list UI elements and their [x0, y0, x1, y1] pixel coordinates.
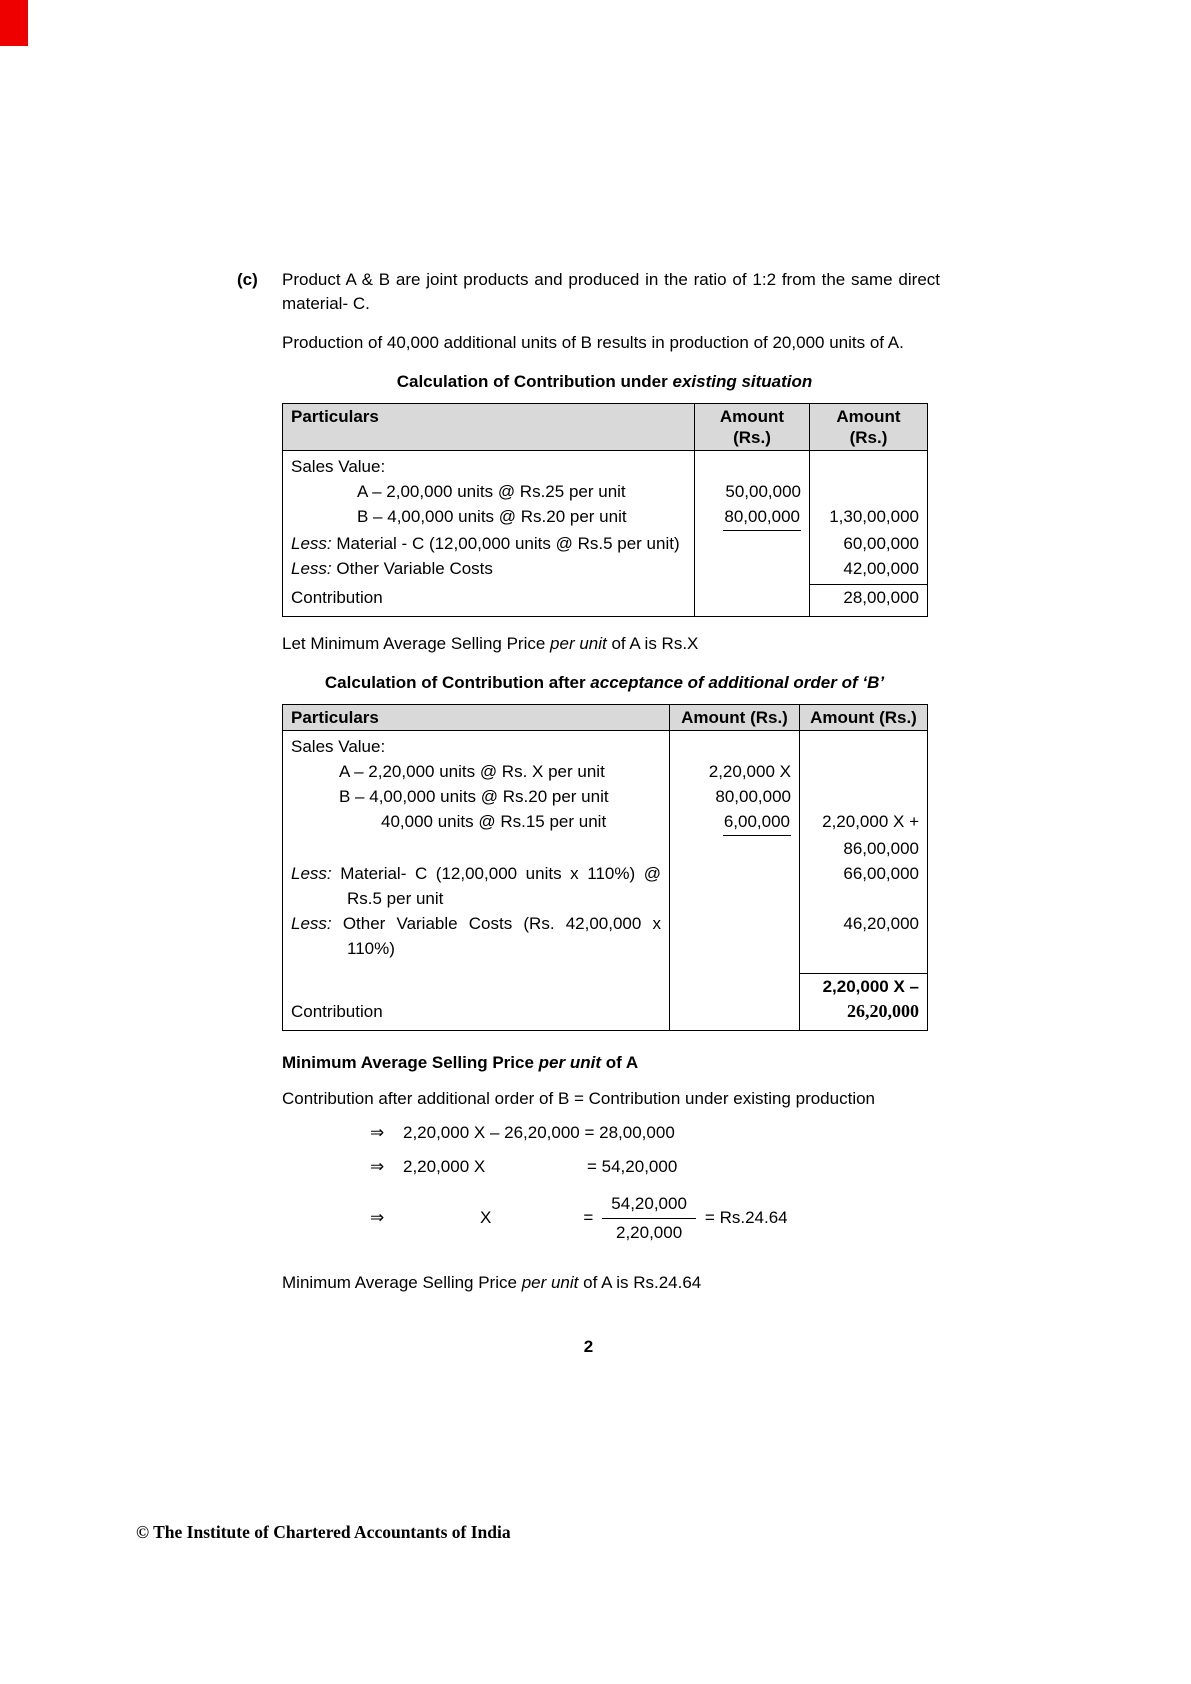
red-corner-accent [0, 0, 28, 46]
heading-italic: per unit [538, 1052, 601, 1072]
equation-result: = Rs.24.64 [704, 1208, 788, 1227]
less-text: Material - C (12,00,000 units @ Rs.5 per unit) [336, 534, 680, 553]
header-amount-line1: Amount [836, 407, 901, 426]
table-row [283, 504, 928, 531]
implies-arrow: ⇒ [370, 1156, 385, 1176]
cell-product-b-additional: 40,000 units @ Rs.15 per unit [381, 812, 607, 831]
equation-1 [370, 1120, 940, 1145]
equation-variable: X [480, 1208, 492, 1227]
table2-title-italic: acceptance of additional order of ‘B’ [590, 673, 885, 692]
equation-2 [370, 1154, 940, 1179]
less-label: Less: [291, 914, 332, 933]
cell-amount: 2,20,000 X [670, 759, 800, 784]
header-amount-2 [810, 404, 928, 451]
table-row [283, 784, 928, 809]
table-row [283, 973, 928, 999]
header-amount-1 [695, 404, 810, 451]
heading-text: Minimum Average Selling Price [282, 1052, 539, 1072]
underlined-amount: 6,00,000 [723, 809, 791, 836]
table-row [283, 585, 928, 617]
header-amount-1: Amount (Rs.) [670, 705, 800, 731]
cell-product-b: B – 4,00,000 units @ Rs.20 per unit [357, 507, 627, 526]
less-text: Other Variable Costs [336, 559, 493, 578]
cell-less-variable [283, 911, 670, 961]
table-row [283, 836, 928, 861]
cell-contribution: Contribution [291, 587, 383, 607]
table-row [283, 809, 928, 836]
table-row [283, 911, 928, 961]
contribution-table-after-order [282, 704, 928, 1031]
cell-subtotal: 2,20,000 X – [800, 973, 928, 999]
heading-text: of A [601, 1052, 639, 1072]
paragraph-equality: Contribution after additional order of B = Contribution under existing production [282, 1088, 875, 1108]
equals-sign: = [583, 1208, 594, 1227]
clause-body [282, 268, 940, 1295]
cell-contribution: Contribution [291, 1001, 383, 1021]
less-text: Material- C (12,00,000 units x 110%) @ Rs.5 per unit [340, 864, 661, 908]
note-minimum-price [282, 632, 940, 656]
conclusion-line [282, 1271, 940, 1295]
fraction [602, 1193, 696, 1244]
conclusion-text: of A is Rs.24.64 [578, 1272, 702, 1292]
cell-amount: 1,30,00,000 [810, 504, 928, 531]
section-heading [282, 1051, 940, 1075]
header-amount-2: Amount (Rs.) [800, 705, 928, 731]
header-amount-line1: Amount [719, 407, 785, 426]
page-content [237, 268, 940, 1295]
table-row [283, 479, 928, 504]
equation-rhs: = 54,20,000 [587, 1156, 678, 1176]
paragraph-intro: Product A & B are joint products and produced in the ratio of 1:2 from the same direct material- C. [282, 270, 940, 313]
cell-amount: 26,20,000 [800, 999, 928, 1031]
equation-lhs: 2,20,000 X [403, 1156, 486, 1176]
cell-amount [695, 504, 810, 531]
cell-sales-value: Sales Value: [291, 457, 386, 476]
table-row [283, 759, 928, 784]
fraction-numerator: 54,20,000 [602, 1193, 696, 1219]
cell-less-variable [283, 556, 695, 585]
cell-amount: 46,20,000 [800, 911, 928, 961]
table-header-row [283, 404, 928, 451]
note-text: of A is Rs.X [606, 634, 699, 653]
table-row [283, 451, 928, 480]
table1-title [282, 372, 927, 392]
cell-amount: 2,20,000 X + [800, 809, 928, 836]
table2-title [282, 673, 927, 693]
cell-less-material [283, 531, 695, 556]
cell-amount [670, 809, 800, 836]
less-label: Less: [291, 559, 332, 578]
cell-amount: 86,00,000 [800, 836, 928, 861]
implies-arrow: ⇒ [370, 1122, 385, 1142]
cell-product-b: B – 4,00,000 units @ Rs.20 per unit [339, 787, 609, 806]
table-row [283, 556, 928, 585]
table-row [283, 731, 928, 760]
conclusion-text: Minimum Average Selling Price [282, 1272, 522, 1292]
contribution-table-existing [282, 403, 928, 617]
cell-amount: 80,00,000 [670, 784, 800, 809]
cell-amount: 66,00,000 [800, 861, 928, 911]
header-amount-line2: (Rs.) [733, 428, 771, 447]
cell-product-a: A – 2,00,000 units @ Rs.25 per unit [357, 482, 626, 501]
underlined-amount: 80,00,000 [723, 504, 801, 531]
header-particulars: Particulars [283, 705, 670, 731]
header-particulars: Particulars [283, 404, 695, 451]
table1-title-text: Calculation of Contribution under [396, 372, 673, 391]
less-label: Less: [291, 534, 332, 553]
header-amount-line2: (Rs.) [849, 428, 888, 447]
note-italic: per unit [550, 634, 607, 653]
footer-copyright: © The Institute of Chartered Accountants of India [136, 1522, 511, 1542]
less-text: Other Variable Costs (Rs. 42,00,000 x 110%) [342, 914, 661, 958]
cell-amount: 28,00,000 [810, 585, 928, 617]
cell-amount: 42,00,000 [810, 556, 928, 585]
cell-amount: 60,00,000 [810, 531, 928, 556]
table-header-row [283, 705, 928, 731]
clause-c [237, 268, 940, 1295]
cell-sales-value: Sales Value: [291, 737, 386, 756]
cell-amount: 50,00,000 [695, 479, 810, 504]
implies-arrow: ⇒ [370, 1208, 385, 1227]
note-text: Let Minimum Average Selling Price [282, 634, 551, 653]
cell-product-a: A – 2,20,000 units @ Rs. X per unit [339, 762, 605, 781]
table-row [283, 861, 928, 911]
equation-text: 2,20,000 X – 26,20,000 = 28,00,000 [403, 1122, 675, 1142]
cell-less-material [283, 861, 670, 911]
clause-label: (c) [237, 270, 258, 289]
equation-3 [370, 1193, 940, 1244]
table1-title-italic: existing situation [672, 372, 813, 391]
table2-title-text: Calculation of Contribution after [324, 673, 591, 692]
paragraph-production: Production of 40,000 additional units of B results in production of 20,000 units of A. [282, 333, 904, 352]
conclusion-italic: per unit [521, 1272, 579, 1292]
table-row [283, 961, 928, 973]
fraction-denominator: 2,20,000 [616, 1222, 683, 1242]
less-label: Less: [291, 864, 332, 883]
table-row [283, 531, 928, 556]
table-row [283, 999, 928, 1031]
page-number: 2 [583, 1337, 594, 1356]
